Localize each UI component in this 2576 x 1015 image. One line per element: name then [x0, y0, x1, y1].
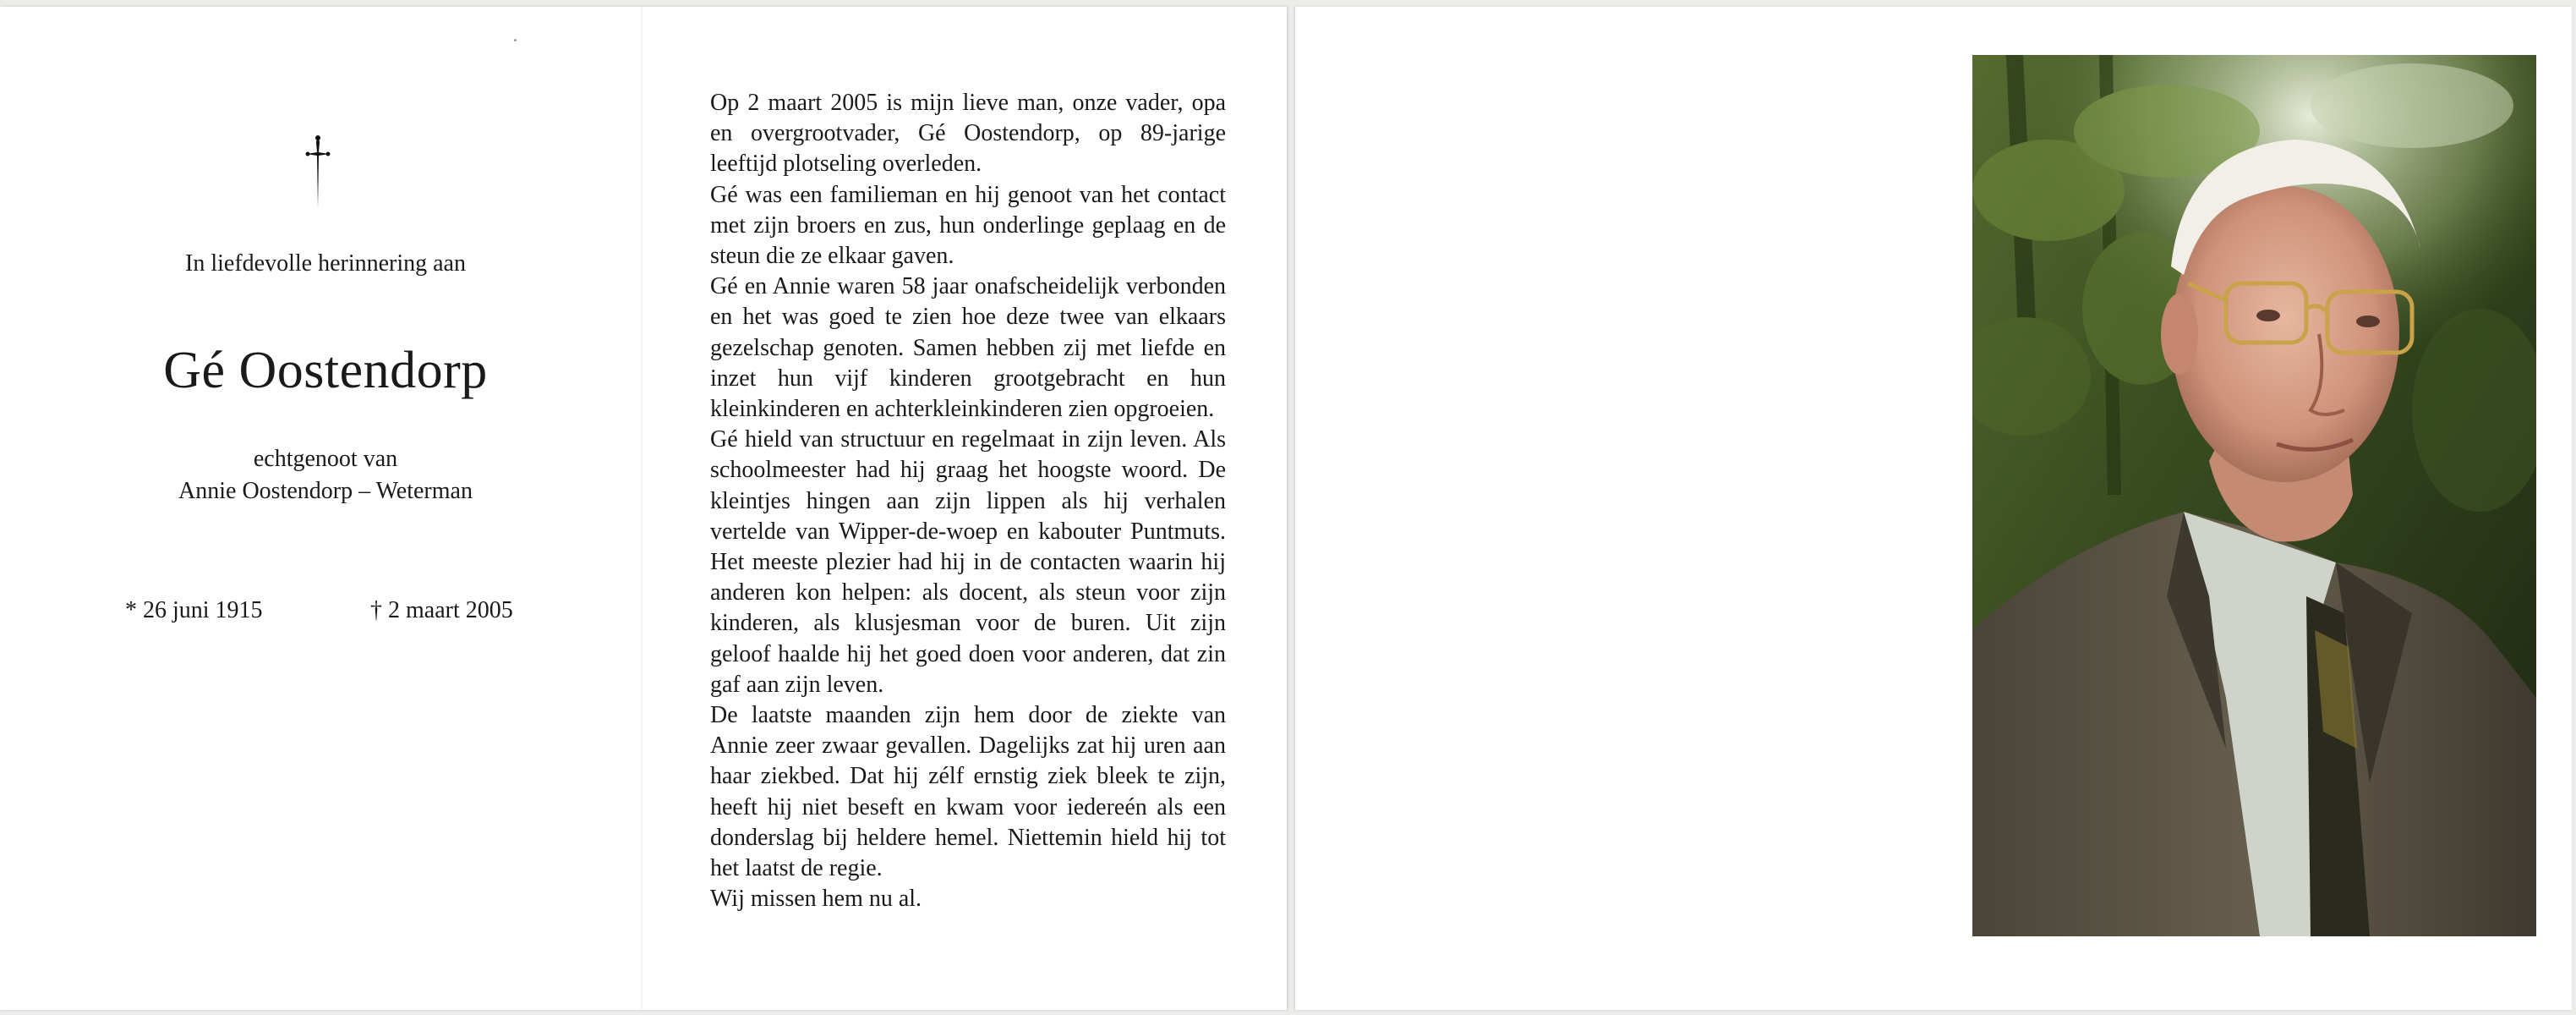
- paragraph: Op 2 maart 2005 is mijn lieve man, onze vader, opa en overgrootvader, Gé Oostendorp, op 89-jarige leeftijd plotseling overleden.: [710, 90, 1226, 178]
- fold-line: [641, 7, 643, 1010]
- portrait-photo: [1972, 55, 2536, 936]
- spouse-name: Annie Oostendorp – Weterman: [178, 478, 473, 504]
- spouse-block: [0, 443, 651, 508]
- cross-icon: [305, 134, 331, 210]
- paragraph: Wij missen hem nu al.: [710, 886, 922, 913]
- paragraph: Gé hield van structuur en regelmaat in zijn leven. Als schoolmeester had hij graag het hoogste woord. De kleintjes hingen aan zijn lippen als hij verhalen vertelde van Wipper-de-woep en kabouter Puntmuts. Het meeste plezier had hij in de contacten waarin hij anderen kon helpen: als docent, als steun voor zijn kinderen, als klusjesman voor de buren. Uit zijn geloof haalde hij het goed doen voor anderen, dat zin gaf aan zijn leven.: [710, 426, 1226, 698]
- paragraph: Gé en Annie waren 58 jaar onafscheidelijk verbonden en het was goed te zien hoe deze twee van elkaars gezelschap genoten. Samen hebben zij met liefde en inzet hun vijf kinderen grootgebracht en hun kleinkinderen en achterkleinkinderen zien opgroeien.: [710, 273, 1226, 423]
- intro-text: In liefdevolle herinnering aan: [185, 250, 466, 277]
- paragraph: Gé was een familieman en hij genoot van het contact met zijn broers en zus, hun onderlinge geplaag en de steun die ze elkaar gaven.: [710, 181, 1226, 270]
- spouse-label: echtgenoot van: [253, 446, 398, 472]
- death-date: † 2 maart 2005: [370, 597, 513, 623]
- birth-date: * 26 juni 1915: [125, 597, 263, 623]
- inner-spread: [0, 7, 1287, 1010]
- paragraph: De laatste maanden zijn hem door de ziekte van Annie zeer zwaar gevallen. Dagelijks zat hij uren aan haar ziekbed. Dat hij zélf ernstig ziek bleek te zijn, heeft hij niet beseft en kwam voor iedereén als een donderslag bij heldere hemel. Niettemin hield hij tot het laatst de regie.: [710, 702, 1226, 882]
- scan-speck: [514, 39, 517, 41]
- obituary-text: [710, 88, 1226, 914]
- deceased-name: Gé Oostendorp: [163, 342, 488, 399]
